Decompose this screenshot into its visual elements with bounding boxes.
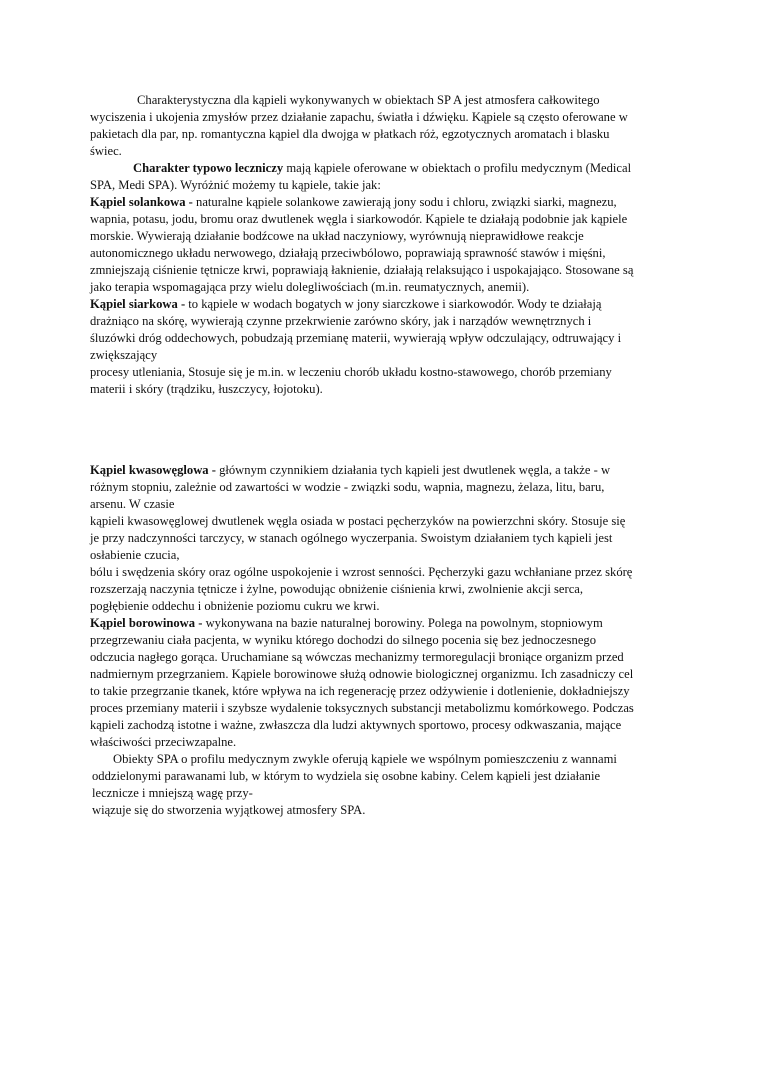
solankowa-heading: Kąpiel solankowa - xyxy=(90,195,193,209)
solankowa-line-4: autonomicznego układu nerwowego, działają przeciwbólowo, poprawiają sprawność stawów i mięśni, xyxy=(90,246,606,260)
solankowa-line-3: morskie. Wywierają działanie bodźcowe na układ naczyniowy, wyrównują nieprawidłowe reakcje xyxy=(90,229,584,243)
kwasoweglowa-line-9: pogłębienie oddechu i obniżenie poziomu cukru we krwi. xyxy=(90,599,380,613)
kwasoweglowa-line-8: rozszerzają naczynia tętnicze i żylne, powodując obniżenie ciśnienia krwi, zwolnienie akcji serca, xyxy=(90,582,584,596)
kwasoweglowa-line-7: bólu i swędzenia skóry oraz ogólne uspokojenie i wzrost senności. Pęcherzyki gazu wchłaniane przez skórę xyxy=(90,565,633,579)
solankowa-line-5: zmniejszają ciśnienie tętnicze krwi, poprawiają łaknienie, działają relaksująco i uspokajająco. Stosowane są xyxy=(90,263,634,277)
solankowa-line-2: wapnia, potasu, jodu, bromu oraz dwutlenek węgla i siarkowodór. Kąpiele te działają podobnie jak kąpiele xyxy=(90,212,628,226)
siarkowa-text: to kąpiele w wodach bogatych w jony siarczkowe i siarkowodór. Wody te działają xyxy=(185,297,602,311)
siarkowa-heading: Kąpiel siarkowa - xyxy=(90,297,186,311)
medical-heading: Charakter typowo leczniczy xyxy=(133,161,284,175)
siarkowa-line-5: procesy utleniania, Stosuje się je m.in. w leczeniu chorób układu kostno-stawowego, chorób przemiany xyxy=(90,365,612,379)
kwasoweglowa-line-6: osłabienie czucia, xyxy=(90,548,180,562)
siarkowa-line-1 xyxy=(90,296,601,313)
closing-line-1: Obiekty SPA o profilu medycznym zwykle oferują kąpiele we wspólnym pomieszczeniu z wannami xyxy=(113,752,617,766)
closing-line-4: wiązuje się do stworzenia wyjątkowej atmosfery SPA. xyxy=(92,803,366,817)
intro-line-4: świec. xyxy=(90,144,122,158)
kwasoweglowa-line-4: kąpieli kwasowęglowej dwutlenek węgla osiada w postaci pęcherzyków na powierzchni skóry. Stosuje się xyxy=(90,514,626,528)
medical-paragraph-line-1 xyxy=(133,160,631,177)
solankowa-line-1 xyxy=(90,194,617,211)
medical-paragraph-line-2: SPA, Medi SPA). Wyróżnić możemy tu kąpiele, takie jak: xyxy=(90,178,381,192)
closing-line-3: lecznicze i mniejszą wagę przy- xyxy=(92,786,253,800)
borowinowa-text: wykonywana na bazie naturalnej borowiny. Polega na powolnym, stopniowym xyxy=(202,616,603,630)
siarkowa-line-3: śluzówki dróg oddechowych, pobudzają przemianę materii, wywierają wpływ odczulający, odtruwający i xyxy=(90,331,622,345)
intro-line-1: Charakterystyczna dla kąpieli wykonywanych w obiektach SP A jest atmosfera całkowitego xyxy=(137,93,600,107)
borowinowa-line-3: odczucia nagłego gorąca. Uruchamiane są wówczas mechanizmy termoregulacji broniące organizm przed xyxy=(90,650,624,664)
borowinowa-line-8: właściwości przeciwzapalne. xyxy=(90,735,237,749)
siarkowa-line-2: drażniąco na skórę, wywierają czynne przekrwienie zarówno skóry, jak i narządów wewnętrznych i xyxy=(90,314,592,328)
kwasoweglowa-text: głównym czynnikiem działania tych kąpieli jest dwutlenek węgla, a także - w xyxy=(215,463,611,477)
kwasoweglowa-line-1 xyxy=(90,462,610,479)
solankowa-text: naturalne kąpiele solankowe zawierają jony sodu i chloru, związki siarki, magnezu, xyxy=(192,195,617,209)
kwasoweglowa-heading: Kąpiel kwasowęglowa - xyxy=(90,463,216,477)
closing-line-2: oddzielonymi parawanami lub, w którym to wydziela się osobne kabiny. Celem kąpieli jest działanie xyxy=(92,769,601,783)
borowinowa-line-6: proces przemiany materii i szybsze wydalenie toksycznych substancji metabolizmu komórkowego. Podczas xyxy=(90,701,634,715)
siarkowa-line-6: materii i skóry (trądziku, łuszczycy, łojotoku). xyxy=(90,382,323,396)
borowinowa-line-5: to takie przegrzanie tkanek, które wpływa na ich regenerację przez odżywienie i dotlenienie, dokładniejszy xyxy=(90,684,630,698)
siarkowa-line-4: zwiększający xyxy=(90,348,158,362)
borowinowa-heading: Kąpiel borowinowa - xyxy=(90,616,203,630)
borowinowa-line-7: kąpieli zachodzą istotne i ważne, zwłaszcza dla ludzi aktywnych sportowo, procesy odkwaszania, mające xyxy=(90,718,622,732)
borowinowa-line-2: przegrzewaniu ciała pacjenta, w wyniku którego dochodzi do silnego pocenia się bez jednoczesnego xyxy=(90,633,597,647)
intro-line-2: wyciszenia i ukojenia zmysłów przez działanie zapachu, światła i dźwięku. Kąpiele są często oferowane w xyxy=(90,110,628,124)
medical-text: mają kąpiele oferowane w obiektach o profilu medycznym (Medical xyxy=(283,161,632,175)
intro-line-3: pakietach dla par, np. romantyczna kąpiel dla dwojga w płatkach róż, egzotycznych aromatach i blasku xyxy=(90,127,610,141)
borowinowa-line-1 xyxy=(90,615,603,632)
borowinowa-line-4: nadmiernym przegrzaniem. Kąpiele borowinowe służą odnowie biologicznej organizmu. Ich zasadniczy cel xyxy=(90,667,634,681)
solankowa-line-6: jako terapia wspomagająca przy wielu dolegliwościach (m.in. reumatycznych, anemii). xyxy=(90,280,530,294)
kwasoweglowa-line-2: różnym stopniu, zależnie od zawartości w wodzie - związki sodu, wapnia, magnezu, żelaza, litu, baru, xyxy=(90,480,605,494)
kwasoweglowa-line-3: arsenu. W czasie xyxy=(90,497,175,511)
kwasoweglowa-line-5: je przy nadczynności tarczycy, w stanach ogólnego wyczerpania. Swoistym działaniem tych kąpieli jest xyxy=(90,531,613,545)
